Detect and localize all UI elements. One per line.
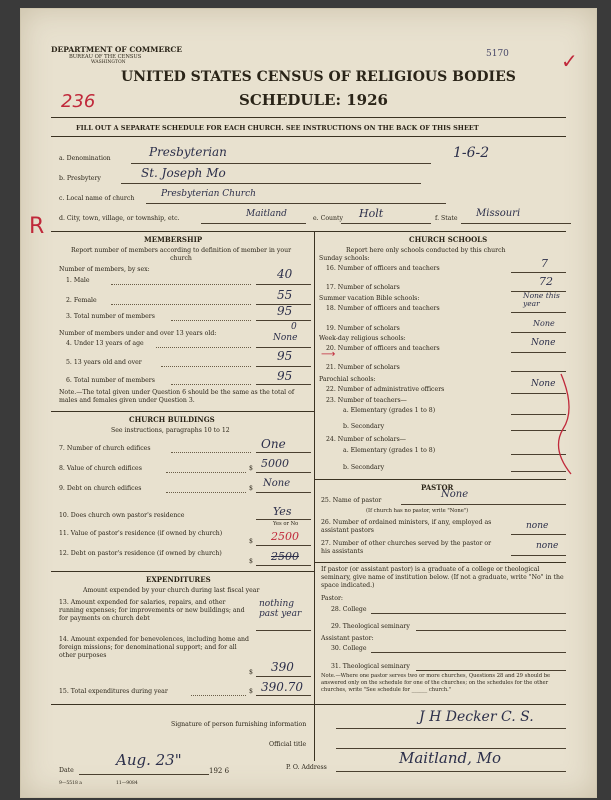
underline — [416, 630, 566, 631]
red-tick-mark: ⟶ — [321, 349, 336, 360]
sunday-label: Sunday schools: — [319, 255, 370, 262]
pastor-title: PASTOR — [421, 483, 454, 492]
denomination-label: a. Denomination — [59, 155, 111, 162]
q16-value[interactable]: 7 — [541, 257, 548, 270]
state-value[interactable]: Missouri — [476, 208, 521, 219]
dollar-sign: $ — [249, 688, 253, 695]
pastor-note: Note.—Where one pastor serves two or more churches, Questions 28 and 29 should be answered only on the schedule for one of the churches; on the schedules for the other churches, write "See schedule for ______ church." — [321, 673, 551, 693]
graduate-note: If pastor (or assistant pastor) is a graduate of a college or theological seminary, give name of institution below. (If not a graduate, write "No" in the space indicated.) — [321, 566, 564, 589]
q13-label: 13. Amount expended for salaries, repairs, and other running expenses; for improvements or new buildings; and for payments on church debt — [59, 599, 245, 622]
county-label: e. County — [313, 215, 344, 222]
q1-value[interactable]: 40 — [277, 267, 293, 281]
q22-value[interactable]: None — [531, 379, 556, 389]
dot-leader — [166, 492, 246, 493]
divider — [314, 479, 566, 480]
yes-no-hint: Yes or No — [273, 521, 299, 527]
vbs-label: Summer vacation Bible schools: — [319, 295, 420, 302]
underline — [371, 613, 566, 614]
q13-value[interactable]: nothing past year — [259, 599, 302, 619]
q15-value[interactable]: 390.70 — [261, 680, 303, 694]
presbytery-label: b. Presbytery — [59, 175, 101, 182]
divider — [51, 411, 314, 412]
q8-label: 8. Value of church edifices — [59, 465, 142, 472]
q7-label: 7. Number of church edifices — [59, 445, 151, 452]
q23a-label: a. Elementary (grades 1 to 8) — [343, 407, 436, 414]
divider — [51, 704, 566, 705]
q3-label: 3. Total number of members — [66, 313, 155, 320]
presbytery-value[interactable]: St. Joseph Mo — [141, 166, 226, 180]
underline — [401, 504, 566, 505]
local-name-value[interactable]: Presbyterian Church — [161, 189, 256, 199]
underline — [256, 472, 311, 473]
q31-label: 31. Theological seminary — [331, 663, 410, 670]
q11-label: 11. Value of pastor's residence (if owned by church) — [59, 530, 223, 537]
underline — [256, 545, 311, 546]
q20-label: 20. Number of officers and teachers — [326, 345, 440, 352]
underline — [201, 223, 306, 224]
weekday-label: Week-day religious schools: — [319, 335, 406, 342]
mark-236: 236 — [61, 91, 96, 112]
q27-label: 27. Number of other churches served by the pastor or his assistants — [321, 540, 492, 555]
underline — [461, 223, 571, 224]
q19-label: 19. Number of scholars — [326, 325, 400, 332]
census-form-sheet — [20, 8, 597, 798]
underline — [256, 492, 311, 493]
q2-label: 2. Female — [66, 297, 97, 304]
underline — [256, 630, 311, 631]
dot-leader — [171, 320, 251, 321]
underline — [256, 565, 311, 566]
dot-leader — [171, 452, 251, 453]
dept-label: DEPARTMENT OF COMMERCE — [51, 45, 183, 54]
official-title-label: Official title — [269, 741, 307, 748]
form-title: UNITED STATES CENSUS OF RELIGIOUS BODIES — [121, 69, 516, 85]
parochial-label: Parochial schools: — [319, 376, 376, 383]
q29-label: 29. Theological seminary — [331, 623, 410, 630]
underline — [336, 771, 566, 772]
membership-title: MEMBERSHIP — [144, 235, 203, 244]
city-value[interactable]: Maitland — [246, 209, 287, 219]
check-mark: ✓ — [561, 49, 578, 73]
q10-label: 10. Does church own pastor's residence — [59, 512, 185, 519]
dot-leader — [166, 472, 246, 473]
assistant-pastor-label: Assistant pastor: — [321, 635, 374, 642]
divider — [314, 562, 566, 563]
q19-value[interactable]: None — [533, 319, 555, 328]
q25-label: 25. Name of pastor — [321, 497, 382, 504]
code-value[interactable]: 1-6-2 — [453, 145, 490, 161]
q28-label: 28. College — [331, 606, 367, 613]
q23b-label: b. Secondary — [343, 423, 385, 430]
local-name-label: c. Local name of church — [59, 195, 135, 202]
underline — [146, 203, 446, 204]
state-label: f. State — [435, 215, 458, 222]
underline — [256, 366, 311, 367]
dot-leader — [171, 384, 251, 385]
city-label: d. City, town, village, or township, etc. — [59, 215, 180, 222]
dollar-sign: $ — [249, 465, 253, 472]
date-year: 192 6 — [209, 767, 230, 775]
dot-leader — [161, 366, 251, 367]
q20-value[interactable]: None — [531, 338, 556, 348]
q26-label: 26. Number of ordained ministers, if any, employed as assistant pastors — [321, 519, 492, 534]
q12-label: 12. Debt on pastor's residence (if owned by church) — [59, 550, 222, 557]
date-value[interactable]: Aug. 23" — [116, 751, 182, 769]
q21-label: 21. Number of scholars — [326, 364, 400, 371]
underline — [79, 774, 209, 775]
dot-leader — [191, 695, 246, 696]
expenditures-subtitle: Amount expended by your church during last fiscal year — [83, 587, 260, 594]
date-label: Date — [59, 767, 74, 774]
q1-label: 1. Male — [66, 277, 90, 284]
underline — [511, 272, 566, 273]
underline — [121, 183, 421, 184]
q2-value[interactable]: 55 — [277, 288, 293, 302]
schools-intro: Report here only schools conducted by this church — [346, 247, 506, 254]
underline — [256, 320, 311, 321]
q23-label: 23. Number of teachers— — [326, 397, 407, 404]
city-label: WASHINGTON — [91, 60, 126, 65]
q14-label: 14. Amount expended for benevolences, including home and foreign missions; for denominational support; and for all other purposes — [59, 636, 249, 659]
q26-value[interactable]: none — [526, 521, 549, 531]
q24-label: 24. Number of scholars— — [326, 436, 406, 443]
q14-value[interactable]: 390 — [271, 660, 294, 674]
q24b-label: b. Secondary — [343, 464, 385, 471]
q17-value[interactable]: 72 — [539, 275, 553, 288]
dollar-sign: $ — [249, 558, 253, 565]
q6-label: 6. Total number of members — [66, 377, 155, 384]
q7-value[interactable]: One — [261, 437, 286, 451]
q4-label: 4. Under 13 years of age — [66, 340, 144, 347]
age-intro: Number of members under and over 13 years old: — [59, 330, 217, 337]
underline — [511, 352, 566, 353]
r-mark: R — [29, 214, 45, 239]
dollar-sign: $ — [249, 538, 253, 545]
signature-label: Signature of person furnishing information — [171, 721, 307, 728]
stamp-number: 5170 — [486, 49, 509, 59]
q5-value[interactable]: 95 — [277, 349, 293, 363]
q22-label: 22. Number of administrative officers — [326, 386, 445, 393]
divider — [51, 571, 314, 572]
q17-label: 17. Number of scholars — [326, 284, 400, 291]
po-address-value[interactable]: Maitland, Mo — [399, 749, 502, 767]
q18-value[interactable]: None this year — [523, 291, 560, 308]
underline — [336, 728, 566, 729]
buildings-subtitle: See instructions, paragraphs 10 to 12 — [111, 427, 230, 434]
underline — [131, 163, 431, 164]
membership-note: Note.—The total given under Question 6 should be the same as the total of males and females given under Question 3. — [59, 389, 295, 404]
membership-intro: Report number of members according to definition of member in your church — [70, 247, 292, 262]
underline — [511, 332, 566, 333]
q11-value[interactable]: 2500 — [271, 530, 299, 543]
schedule-title: SCHEDULE: 1926 — [239, 91, 388, 109]
q5-label: 5. 13 years old and over — [66, 359, 142, 366]
underline — [341, 223, 431, 224]
underline — [256, 695, 311, 696]
dot-leader — [111, 304, 251, 305]
red-bracket-mark — [521, 369, 581, 479]
divider — [51, 231, 566, 232]
underline — [511, 555, 566, 556]
q18-label: 18. Number of officers and teachers — [326, 305, 440, 312]
q27-value[interactable]: none — [536, 541, 559, 551]
column-divider — [314, 231, 315, 761]
q12-value[interactable]: 2500 — [271, 550, 299, 563]
by-sex-label: Number of members, by sex: — [59, 266, 150, 273]
pastor-sub-label: Pastor: — [321, 595, 344, 602]
q15-label: 15. Total expenditures during year — [59, 688, 168, 695]
bureau-label: BUREAU OF THE CENSUS — [69, 54, 142, 60]
q30-label: 30. College — [331, 645, 367, 652]
underline — [511, 312, 566, 313]
q9-value[interactable]: None — [263, 478, 291, 489]
q4-value[interactable]: None — [273, 333, 298, 343]
expenditures-title: EXPENDITURES — [146, 575, 211, 584]
q8-value[interactable]: 5000 — [261, 457, 289, 470]
divider — [51, 136, 566, 137]
dollar-sign: $ — [249, 669, 253, 676]
underline — [256, 676, 311, 677]
q10-value[interactable]: Yes — [273, 505, 292, 518]
denomination-value[interactable]: Presbyterian — [149, 145, 227, 159]
q9-label: 9. Debt on church edifices — [59, 485, 142, 492]
buildings-title: CHURCH BUILDINGS — [129, 415, 215, 424]
underline — [256, 347, 311, 348]
schools-title: CHURCH SCHOOLS — [409, 235, 488, 244]
dot-leader — [111, 284, 251, 285]
underline — [371, 652, 566, 653]
q25-note: (If church has no pastor, write "None") — [366, 508, 469, 514]
underline — [256, 452, 311, 453]
underline — [511, 534, 566, 535]
zero-mark: 0 — [291, 322, 297, 332]
q16-label: 16. Number of officers and teachers — [326, 265, 440, 272]
underline — [416, 670, 566, 671]
signature-value[interactable]: J H Decker C. S. — [419, 709, 534, 725]
q6-value[interactable]: 95 — [277, 369, 293, 383]
county-value[interactable]: Holt — [359, 207, 384, 220]
dollar-sign: $ — [249, 485, 253, 492]
q25-value[interactable]: None — [441, 489, 469, 500]
underline — [256, 519, 311, 520]
po-address-label: P. O. Address — [286, 764, 327, 771]
instruction-line: FILL OUT A SEPARATE SCHEDULE FOR EACH CHURCH. SEE INSTRUCTIONS ON THE BACK OF THIS SHEET — [76, 124, 479, 132]
dot-leader — [156, 347, 251, 348]
q3-value[interactable]: 95 — [277, 304, 293, 318]
form-number: 9—5518 a — [59, 781, 82, 786]
print-number: 11—9084 — [116, 781, 138, 786]
q24a-label: a. Elementary (grades 1 to 8) — [343, 447, 436, 454]
divider — [51, 117, 566, 118]
underline — [256, 384, 311, 385]
underline — [256, 284, 311, 285]
